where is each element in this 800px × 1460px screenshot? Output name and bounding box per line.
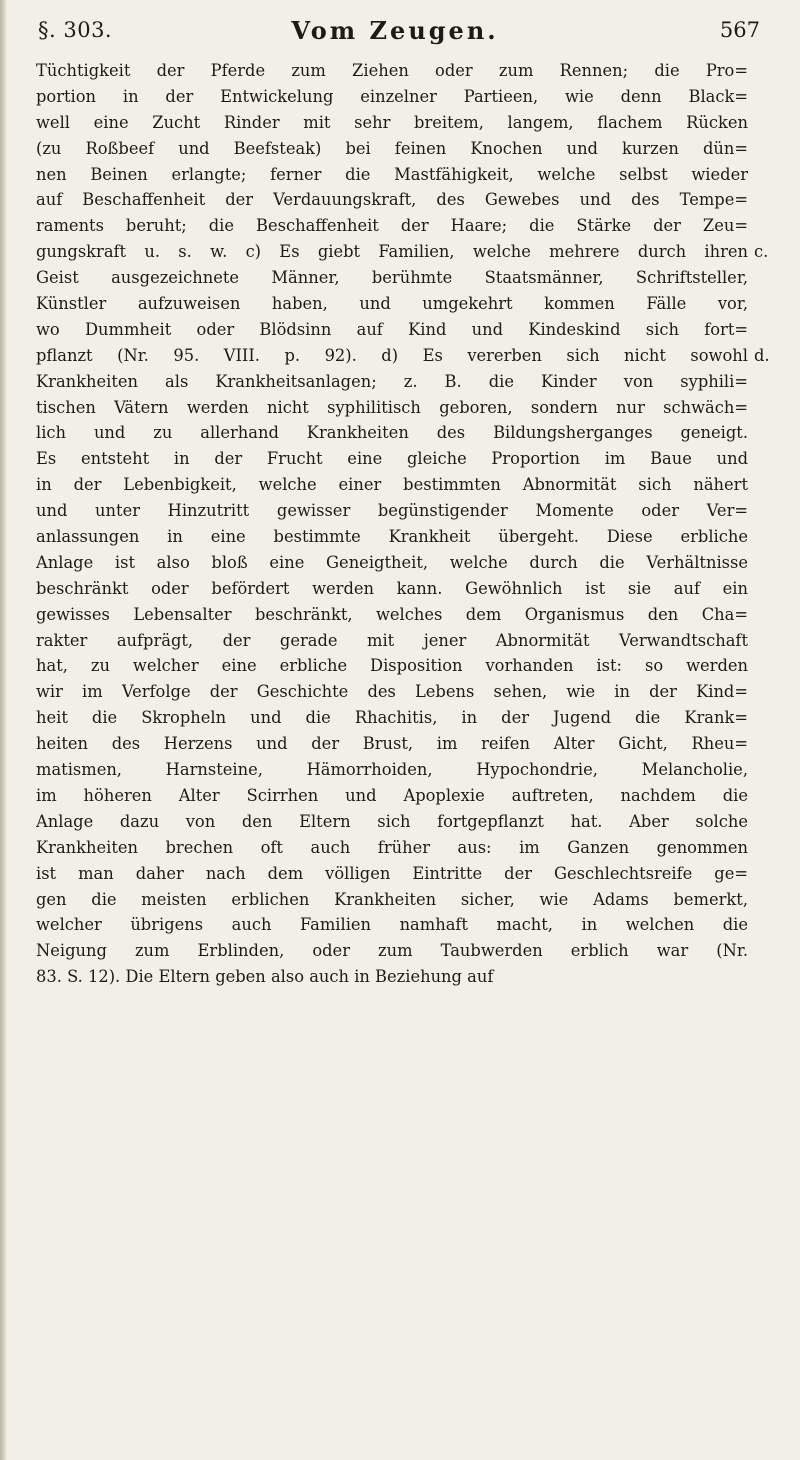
running-title: Vom Zeugen.: [291, 16, 499, 45]
text-line: anlassungen in eine bestimmte Krankheit übergeht. Diese erbliche: [36, 527, 748, 547]
text-line: und unter Hinzutritt gewisser begünstigender Momente oder Ver=: [36, 501, 748, 521]
text-line: pflanzt (Nr. 95. VIII. p. 92). d) Es vererben sich nicht sowohl: [36, 345, 748, 365]
margin-mark: d.: [754, 345, 770, 365]
text-line: Anlage dazu von den Eltern sich fortgepflanzt hat. Aber solche: [36, 811, 748, 831]
text-line: raments beruht; die Beschaffenheit der Haare; die Stärke der Zeu=: [36, 216, 748, 236]
text-line: Krankheiten brechen oft auch früher aus: im Ganzen genommen: [36, 837, 748, 857]
text-line: Krankheiten als Krankheitsanlagen; z. B. die Kinder von syphili=: [36, 371, 748, 391]
text-line: Künstler aufzuweisen haben, und umgekehrt kommen Fälle vor,: [36, 294, 748, 314]
margin-mark: c.: [754, 242, 769, 262]
text-line: nen Beinen erlangte; ferner die Mastfähigkeit, welche selbst wieder: [36, 164, 748, 184]
text-line: Es entsteht in der Frucht eine gleiche Proportion im Baue und: [36, 449, 748, 469]
text-line: wo Dummheit oder Blödsinn auf Kind und Kindeskind sich fort=: [36, 319, 748, 339]
text-line: gewisses Lebensalter beschränkt, welches dem Organismus den Cha=: [36, 604, 748, 624]
text-line: welcher übrigens auch Familien namhaft macht, in welchen die: [36, 915, 748, 935]
running-header: [30, 14, 760, 48]
text-line: Anlage ist also bloß eine Geneigtheit, welche durch die Verhältnisse: [36, 552, 748, 572]
text-line: im höheren Alter Scirrhen und Apoplexie auftreten, nachdem die: [36, 785, 748, 805]
page-binding-edge: [0, 0, 6, 1460]
text-line: beschränkt oder befördert werden kann. Gewöhnlich ist sie auf ein: [36, 578, 748, 598]
text-line: heit die Skropheln und die Rhachitis, in der Jugend die Krank=: [36, 708, 748, 728]
text-line: lich und zu allerhand Krankheiten des Bildungsherganges geneigt.: [36, 423, 748, 443]
text-line: hat, zu welcher eine erbliche Disposition vorhanden ist: so werden: [36, 656, 748, 676]
text-line: well eine Zucht Rinder mit sehr breitem, langem, flachem Rücken: [36, 112, 748, 132]
text-line: in der Lebenbigkeit, welche einer bestimmten Abnormität sich nähert: [36, 475, 748, 495]
text-line: Neigung zum Erblinden, oder zum Taubwerden erblich war (Nr.: [36, 941, 748, 961]
text-line: wir im Verfolge der Geschichte des Lebens sehen, wie in der Kind=: [36, 682, 748, 702]
section-number: §. 303.: [38, 18, 113, 42]
text-line: rakter aufprägt, der gerade mit jener Abnormität Verwandtschaft: [36, 630, 748, 650]
page-number: 567: [719, 18, 760, 42]
text-line: Geist ausgezeichnete Männer, berühmte Staatsmänner, Schriftsteller,: [36, 268, 748, 288]
text-line: heiten des Herzens und der Brust, im reifen Alter Gicht, Rheu=: [36, 734, 748, 754]
text-line: Tüchtigkeit der Pferde zum Ziehen oder zum Rennen; die Pro=: [36, 61, 748, 80]
text-line: gen die meisten erblichen Krankheiten sicher, wie Adams bemerkt,: [36, 889, 748, 909]
text-line: matismen, Harnsteine, Hämorrhoiden, Hypochondrie, Melancholie,: [36, 760, 748, 780]
text-line: 83. S. 12). Die Eltern geben also auch in Beziehung auf: [36, 967, 494, 987]
text-line: portion in der Entwickelung einzelner Partieen, wie denn Black=: [36, 86, 748, 106]
text-line: (zu Roßbeef und Beefsteak) bei feinen Knochen und kurzen dün=: [36, 138, 748, 158]
text-line: tischen Vätern werden nicht syphilitisch geboren, sondern nur schwäch=: [36, 397, 748, 417]
text-line: ist man daher nach dem völligen Eintritte der Geschlechtsreife ge=: [36, 863, 748, 883]
text-line: auf Beschaffenheit der Verdauungskraft, des Gewebes und des Tempe=: [36, 190, 748, 210]
body-text: [36, 58, 748, 990]
text-line: gungskraft u. s. w. c) Es giebt Familien, welche mehrere durch ihren: [36, 242, 748, 262]
